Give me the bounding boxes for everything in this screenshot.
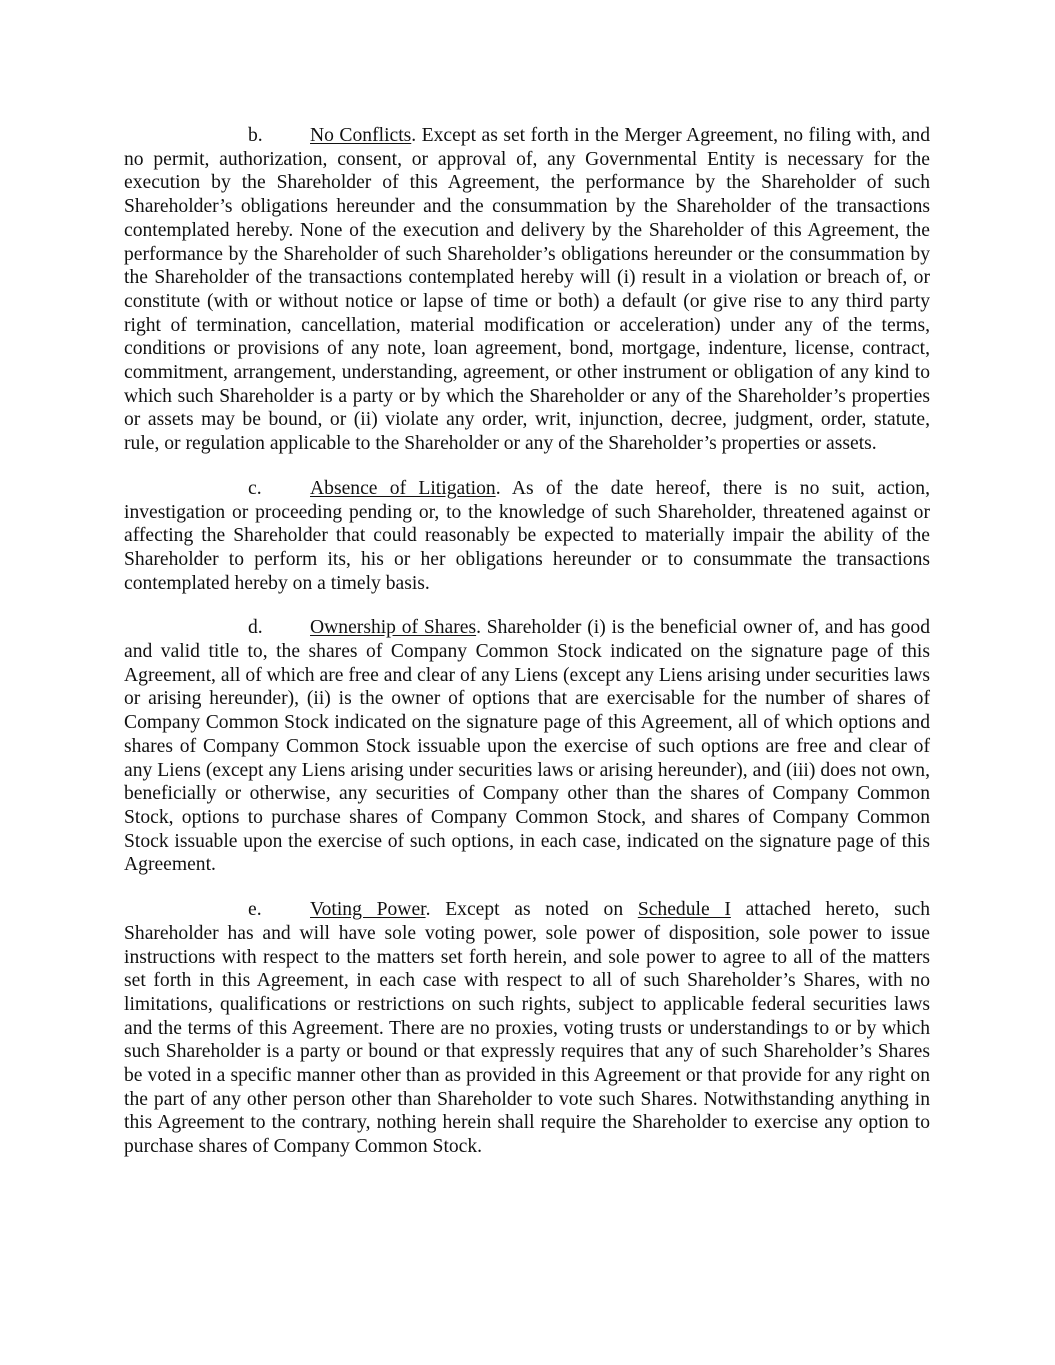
document-page: [124, 124, 930, 1180]
section-b: [124, 124, 930, 456]
section-body: . Shareholder (i) is the beneficial owner of, and has good and valid title to, the shares of Company Common Stock indicated on the signature page of this Agreement, all of which are free and clear of any Liens (except any Liens arising under securities laws or arising hereunder), (ii) is the owner of options that are exercisable for the number of shares of Company Common Stock indicated on the signature page of this Agreement, all of which options and shares of Company Common Stock issuable upon the exercise of such options are free and clear of any Liens (except any Liens arising under securities laws or arising hereunder), and (iii) does not own, beneficially or otherwise, any securities of Company other than the shares of Company Common Stock, options to purchase shares of Company Common Stock, and shares of Company Common Stock issuable upon the exercise of such options, in each case, indicated on the signature page of this Agreement.: [124, 617, 930, 876]
section-heading: Voting Power: [310, 899, 426, 921]
section-label: b.: [248, 125, 263, 146]
section-body-before: . Except as noted on: [425, 899, 638, 921]
schedule-reference: Schedule I: [637, 899, 731, 921]
section-e: [124, 898, 930, 1159]
section-label: c.: [248, 477, 262, 499]
section-heading: No Conflicts: [310, 125, 412, 146]
section-heading: Absence of Litigation: [310, 477, 496, 499]
section-body-after: attached hereto, such Shareholder has and will have sole voting power, sole power of disposition, sole power to issue instructions with respect to the matters set forth herein, and sole power to agree to all of the matters set forth in this Agreement, in each case with respect to all of such Shareholder’s Shares, with no limitations, qualifications or restrictions on such rights, subject to applicable federal securities laws and the terms of this Agreement. There are no proxies, voting trusts or understandings to or by which such Shareholder is a party or bound or that expressly requires that any of such Shareholder’s Shares be voted in a specific manner other than as provided in this Agreement or that provide for any right on the part of any other person other than Shareholder to vote such Shares. Notwithstanding anything in this Agreement to the contrary, nothing herein shall require the Shareholder to exercise any option to purchase shares of Company Common Stock.: [124, 899, 930, 1158]
section-body: . Except as set forth in the Merger Agreement, no filing with, and no permit, authorization, consent, or approval of, any Governmental Entity is necessary for the execution by the Shareholder of this Agreement, the performance by the Shareholder of such Shareholder’s obligations hereunder and the consummation by the Shareholder of the transactions contemplated hereby. None of the execution and delivery by the Shareholder of this Agreement, the performance by the Shareholder of such Shareholder’s obligations hereunder or the consummation by the Shareholder of the transactions contemplated hereby will (i) result in a violation or breach of, or constitute (with or without notice or lapse of time or both) a default (or give rise to any third party right of termination, cancellation, material modification or acceleration) under any of the terms, conditions or provisions of any note, loan agreement, bond, mortgage, indenture, license, contract, commitment, arrangement, understanding, agreement, or other instrument or obligation of any kind to which such Shareholder is a party or by which the Shareholder or any of the Shareholder’s properties or assets may be bound, or (ii) violate any order, writ, injunction, decree, judgment, order, statute, rule, or regulation applicable to the Shareholder or any of the Shareholder’s properties or assets.: [124, 125, 931, 455]
section-body: . As of the date hereof, there is no suit, action, investigation or proceeding pending or, to the knowledge of such Shareholder, threatened against or affecting the Shareholder that could reasonably be expected to materially impair the ability of the Shareholder to perform its, his or her obligations hereunder or to consummate the transactions contemplated hereby on a timely basis.: [124, 477, 930, 594]
section-heading: Ownership of Shares: [310, 617, 477, 639]
section-label: e.: [248, 899, 262, 921]
section-d: [124, 616, 930, 877]
section-c: [124, 477, 930, 596]
section-label: d.: [248, 617, 263, 639]
